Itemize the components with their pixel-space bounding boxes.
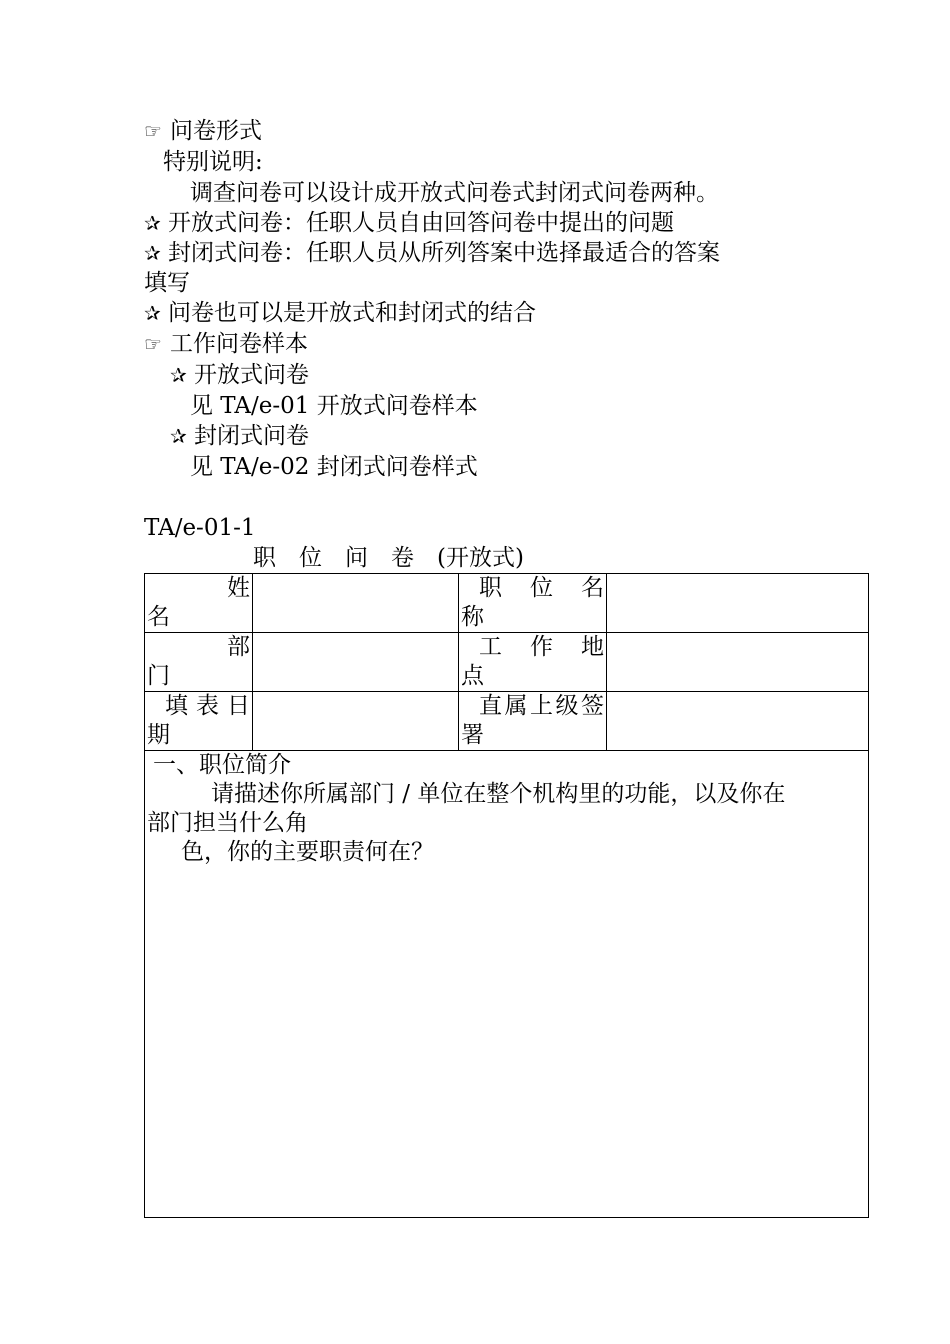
position-label-cell: 职 位 名 称 — [459, 574, 607, 633]
star-outline-icon: ✰ — [170, 363, 187, 387]
date-label-cell: 填表日 期 — [145, 692, 253, 751]
star-outline-icon: ✰ — [144, 241, 161, 265]
star-outline-icon: ✰ — [144, 301, 161, 325]
form-heading: ☞ 问卷形式 — [144, 118, 262, 144]
supervisor-signature-field[interactable] — [607, 692, 869, 751]
section-title: 一、职位简介 — [153, 752, 291, 778]
location-field[interactable] — [607, 633, 869, 692]
star-outline-icon: ✰ — [144, 211, 161, 235]
job-summary-section[interactable] — [145, 751, 869, 1218]
closed-item-continued: 填写 — [144, 270, 190, 296]
open-sub-item: ✰ 开放式问卷 — [170, 362, 309, 388]
location-label-cell: 工 作 地 点 — [459, 633, 607, 692]
department-field[interactable] — [253, 633, 459, 692]
open-item: ✰ 开放式问卷：任职人员自由回答问卷中提出的问题 — [144, 210, 674, 236]
pointing-hand-icon: ☞ — [144, 332, 162, 356]
date-field[interactable] — [253, 692, 459, 751]
position-field[interactable] — [607, 574, 869, 633]
closed-sample-ref: 见 TA/e-02 封闭式问卷样式 — [190, 454, 478, 480]
note-text: 调查问卷可以设计成开放式问卷式封闭式问卷两种。 — [190, 180, 719, 206]
table-row — [145, 574, 869, 633]
section-question-line: 请描述你所属部门 / 单位在整个机构里的功能，以及你在 — [211, 781, 786, 807]
table-row — [145, 633, 869, 692]
table-row — [145, 692, 869, 751]
department-label-cell: 部 门 — [145, 633, 253, 692]
special-note-label: 特别说明: — [163, 149, 263, 175]
table-row — [145, 751, 869, 1218]
name-field[interactable] — [253, 574, 459, 633]
samples-heading: ☞ 工作问卷样本 — [144, 331, 308, 357]
section-question-line: 色，你的主要职责何在？ — [181, 839, 434, 865]
star-outline-icon: ✰ — [170, 424, 187, 448]
form-code: TA/e-01-1 — [144, 515, 256, 541]
open-sample-ref: 见 TA/e-01 开放式问卷样本 — [190, 393, 478, 419]
closed-item: ✰ 封闭式问卷：任职人员从所列答案中选择最适合的答案 — [144, 240, 720, 266]
name-label-cell: 姓 名 — [145, 574, 253, 633]
pointing-hand-icon: ☞ — [144, 119, 162, 143]
job-questionnaire-table — [144, 573, 869, 1218]
form-title: 职 位 问 卷 (开放式) — [253, 545, 524, 571]
supervisor-label-cell: 直属上级签 署 — [459, 692, 607, 751]
combo-item: ✰ 问卷也可以是开放式和封闭式的结合 — [144, 300, 536, 326]
closed-sub-item: ✰ 封闭式问卷 — [170, 423, 309, 449]
section-question-line: 部门担当什么角 — [147, 810, 308, 836]
